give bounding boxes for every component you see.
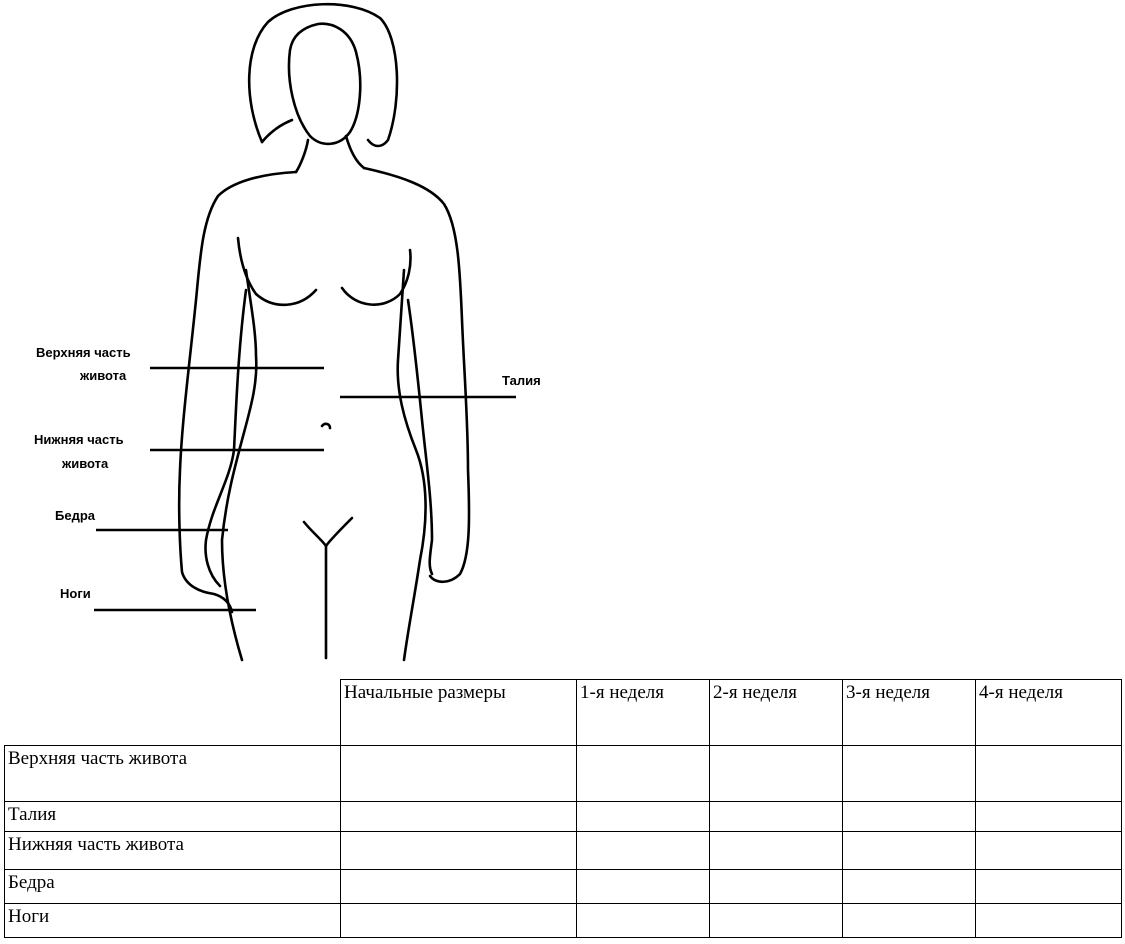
table-cell[interactable]	[577, 832, 710, 870]
chest-right	[342, 250, 411, 305]
table-cell[interactable]	[843, 832, 976, 870]
table-row	[5, 832, 1122, 870]
upper-belly-label-line2: живота	[80, 368, 127, 383]
navel	[322, 424, 330, 428]
table-row	[5, 904, 1122, 938]
table-cell[interactable]	[710, 746, 843, 802]
table-cell[interactable]	[710, 870, 843, 904]
table-cell[interactable]	[341, 870, 577, 904]
table-cell[interactable]	[843, 870, 976, 904]
table-cell[interactable]	[710, 802, 843, 832]
table-cell[interactable]	[341, 802, 577, 832]
row-label-hips: Бедра	[5, 870, 341, 904]
header-week-2: 2-я неделя	[710, 680, 843, 746]
table-cell[interactable]	[843, 746, 976, 802]
table-cell[interactable]	[710, 832, 843, 870]
left-arm-inner	[206, 290, 246, 586]
table-row	[5, 746, 1122, 802]
neck-right	[346, 136, 364, 168]
table-row	[5, 802, 1122, 832]
table-header-row	[5, 680, 1122, 746]
row-label-lower-belly: Нижняя часть живота	[5, 832, 341, 870]
torso-left	[222, 270, 256, 660]
table-cell[interactable]	[577, 746, 710, 802]
upper-belly-label-line1: Верхняя часть	[36, 345, 131, 360]
header-initial-sizes: Начальные размеры	[341, 680, 577, 746]
table-cell[interactable]	[577, 870, 710, 904]
table-cell[interactable]	[341, 832, 577, 870]
table-cell[interactable]	[976, 870, 1122, 904]
neck-left	[296, 140, 308, 172]
table-cell[interactable]	[976, 802, 1122, 832]
table-cell[interactable]	[843, 904, 976, 938]
table-cell[interactable]	[710, 904, 843, 938]
groin	[304, 518, 352, 546]
lower-belly-label-line2: живота	[62, 456, 109, 471]
header-week-3: 3-я неделя	[843, 680, 976, 746]
table-cell[interactable]	[976, 746, 1122, 802]
table-cell[interactable]	[577, 802, 710, 832]
table-cell[interactable]	[341, 904, 577, 938]
header-week-4: 4-я неделя	[976, 680, 1122, 746]
row-label-legs: Ноги	[5, 904, 341, 938]
table-cell[interactable]	[577, 904, 710, 938]
row-label-upper-belly: Верхняя часть живота	[5, 746, 341, 802]
measurements-table	[4, 679, 1122, 938]
table-corner-cell	[5, 680, 341, 746]
table-cell[interactable]	[976, 832, 1122, 870]
table-cell[interactable]	[341, 746, 577, 802]
table-row	[5, 870, 1122, 904]
hair-inner-left	[262, 120, 292, 142]
row-label-waist: Талия	[5, 802, 341, 832]
lower-belly-label-line1: Нижняя часть	[34, 432, 124, 447]
table-cell[interactable]	[976, 904, 1122, 938]
table-cell[interactable]	[843, 802, 976, 832]
hips-label: Бедра	[55, 508, 95, 523]
face-outline	[289, 24, 360, 144]
header-week-1: 1-я неделя	[577, 680, 710, 746]
hair-outline	[249, 4, 397, 146]
waist-label: Талия	[502, 373, 541, 388]
legs-label: Ноги	[60, 586, 91, 601]
